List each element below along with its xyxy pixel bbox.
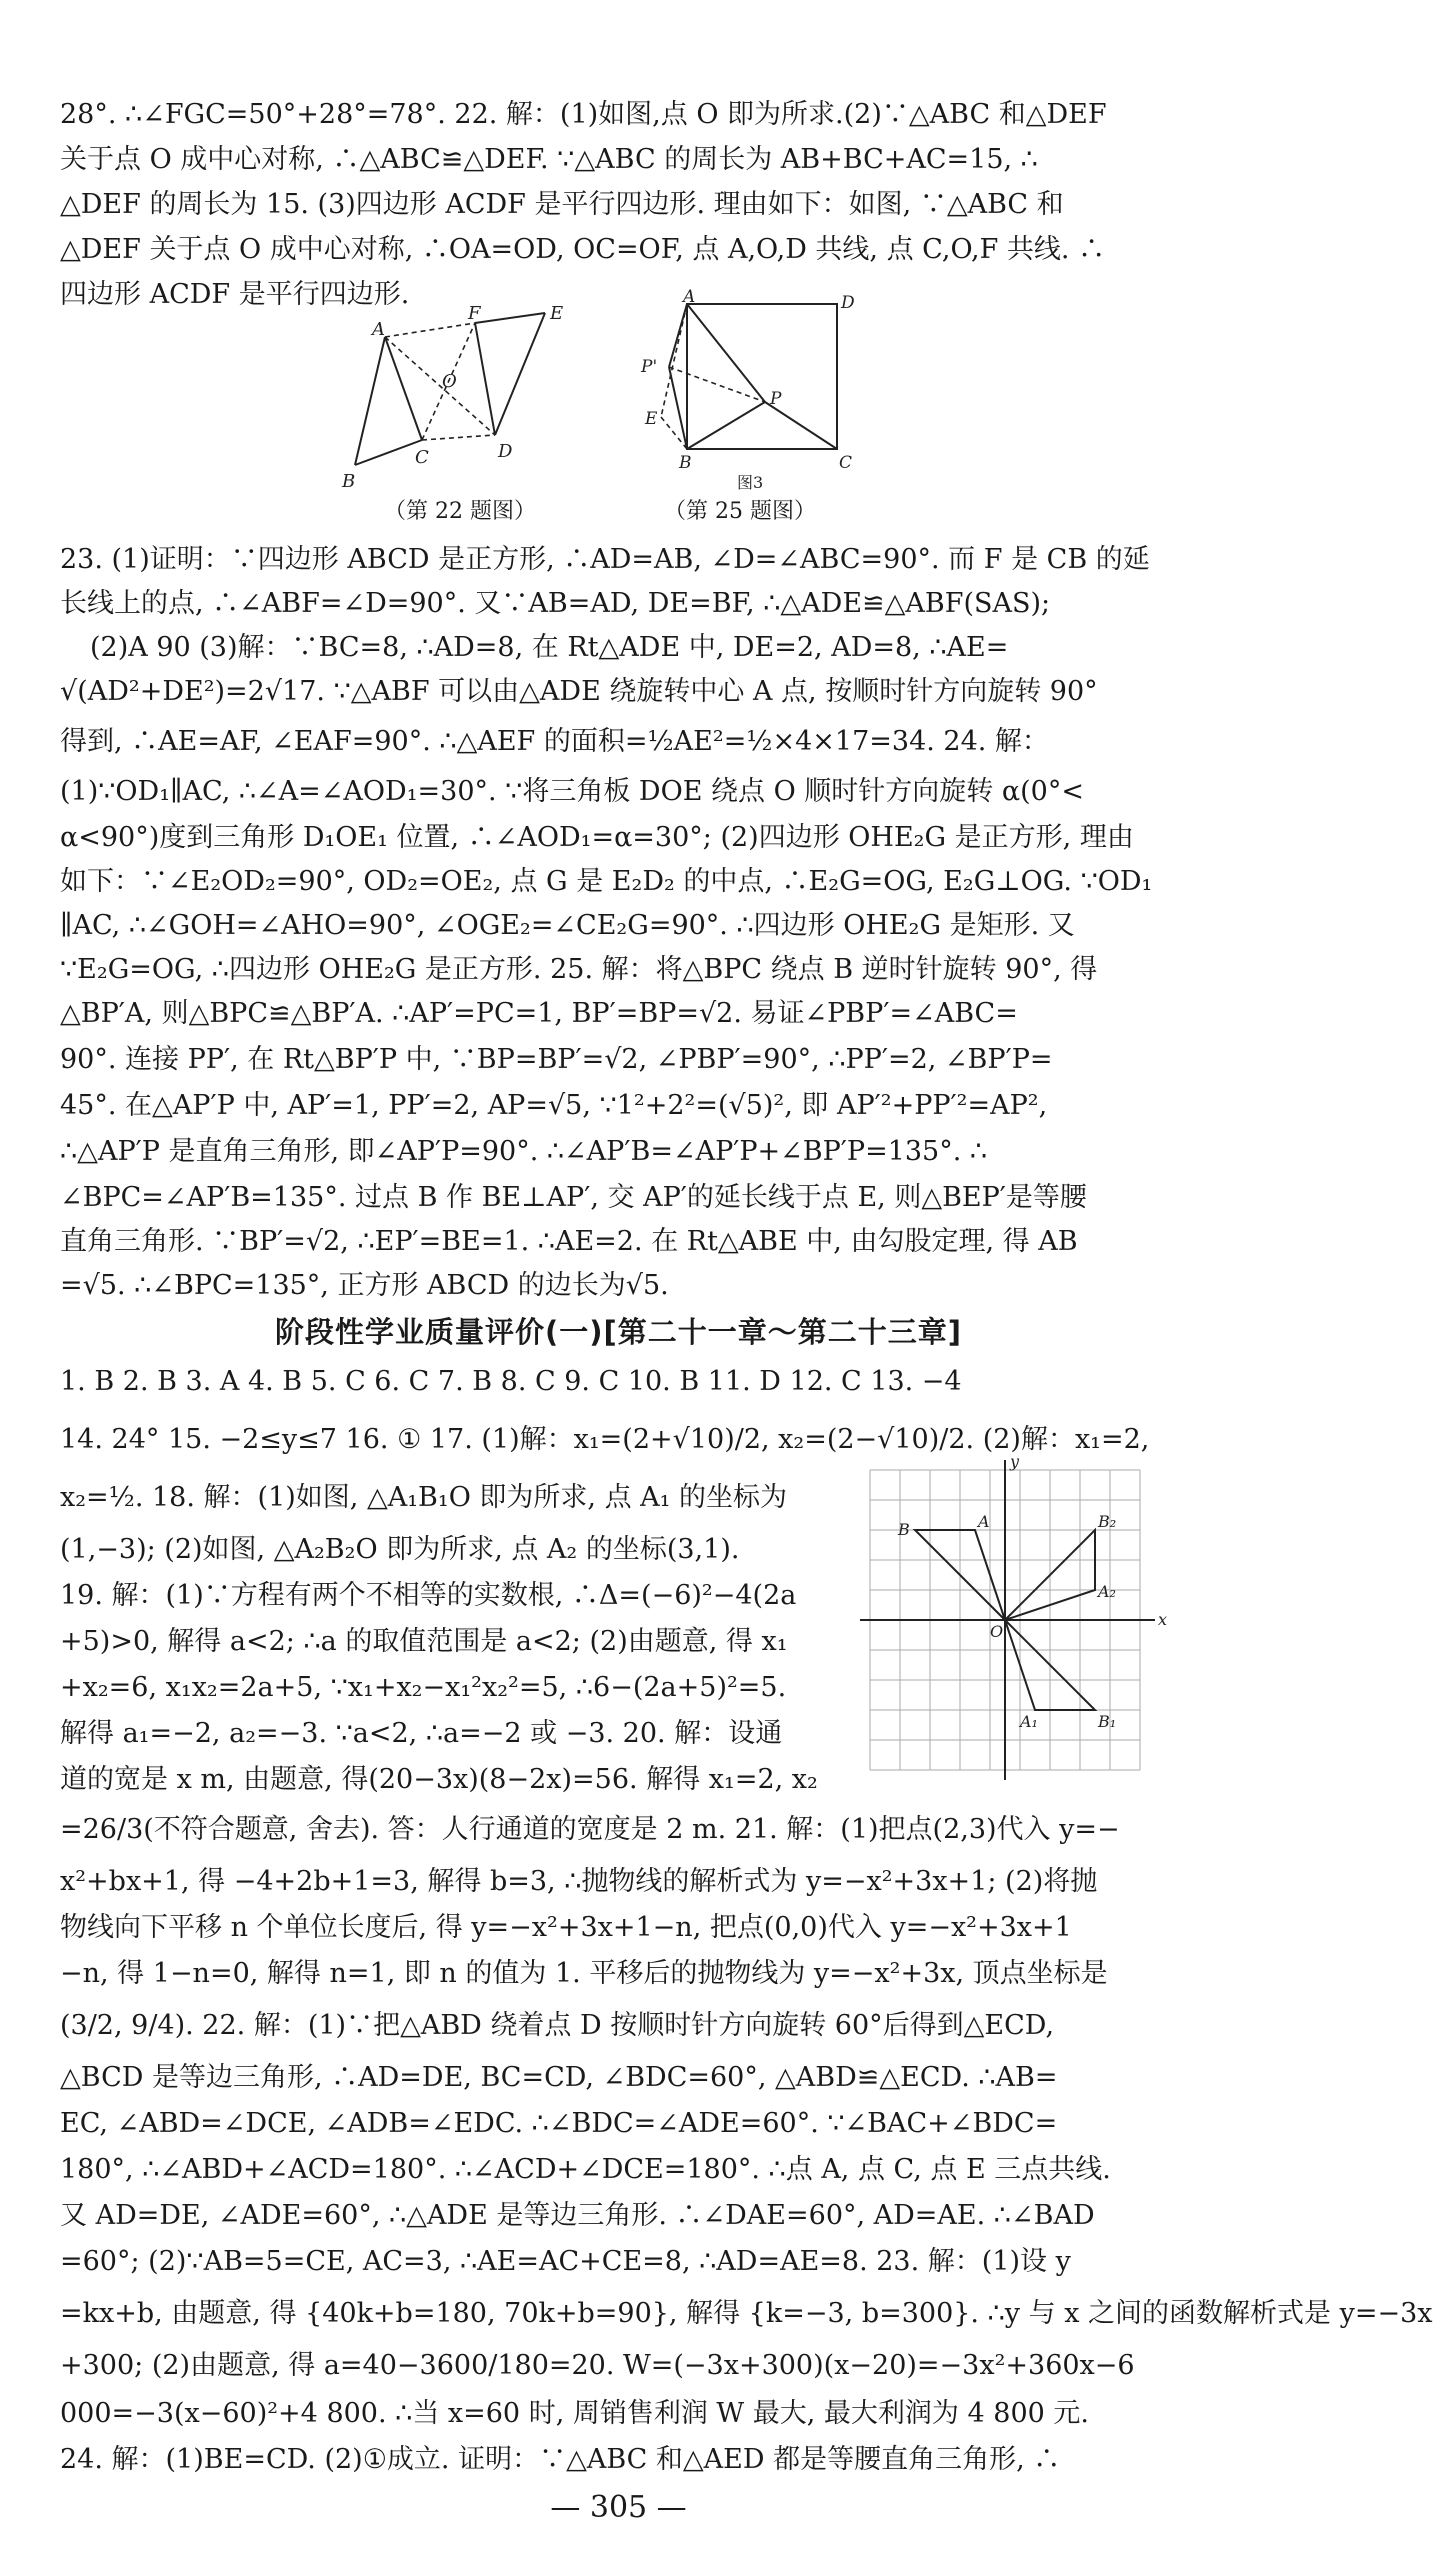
figure-25-diagram	[625, 287, 865, 492]
point-label: O	[990, 1622, 1004, 1641]
point-label: O	[442, 371, 457, 392]
text-line: △BCD 是等边三角形, ∴AD=DE, BC=CD, ∠BDC=60°, △ABD≌△ECD. ∴AB=	[60, 2062, 1058, 2093]
point-label: A	[372, 319, 385, 340]
point-label: B₂	[1098, 1512, 1117, 1531]
text-line: 000=−3(x−60)²+4 800. ∴当 x=60 时, 周销售利润 W 最大, 最大利润为 4 800 元.	[60, 2398, 1089, 2429]
text-line: EC, ∠ABD=∠DCE, ∠ADB=∠EDC. ∴∠BDC=∠ADE=60°. ∵∠BAC+∠BDC=	[60, 2108, 1058, 2139]
text-line: 直角三角形. ∵BP′=√2, ∴EP′=BE=1. ∴AE=2. 在 Rt△ABE 中, 由勾股定理, 得 AB	[60, 1226, 1078, 1257]
point-label: B	[679, 453, 692, 473]
text-line: 19. 解：(1)∵方程有两个不相等的实数根, ∴Δ=(−6)²−4(2a	[60, 1580, 797, 1611]
text-line: (2)A 90 (3)解：∵BC=8, ∴AD=8, 在 Rt△ADE 中, DE=2, AD=8, ∴AE=	[90, 632, 1009, 663]
text-line: △DEF 的周长为 15. (3)四边形 ACDF 是平行四边形. 理由如下：如图, ∵△ABC 和	[60, 189, 1064, 220]
text-line: (1,−3); (2)如图, △A₂B₂O 即为所求, 点 A₂ 的坐标(3,1).	[60, 1534, 740, 1565]
text-line: △BP′A, 则△BPC≌△BP′A. ∴AP′=PC=1, BP′=BP=√2. 易证∠PBP′=∠ABC=	[60, 998, 1018, 1029]
text-line: +300; (2)由题意, 得 a=40−3600/180=20. W=(−3x+300)(x−20)=−3x²+360x−6	[60, 2350, 1135, 2381]
text-line: 解得 a₁=−2, a₂=−3. ∵a<2, ∴a=−2 或 −3. 20. 解：设通	[60, 1718, 783, 1749]
point-label: P'	[641, 357, 658, 377]
point-label: A₂	[1098, 1582, 1116, 1601]
text-line: 90°. 连接 PP′, 在 Rt△BP′P 中, ∵BP=BP′=√2, ∠PBP′=90°, ∴PP′=2, ∠BP′P=	[60, 1044, 1053, 1075]
text-line: 24. 解：(1)BE=CD. (2)①成立. 证明：∵△ABC 和△AED 都是等腰直角三角形, ∴	[60, 2444, 1061, 2475]
point-label: C	[415, 447, 429, 468]
axis-label: y	[1010, 1452, 1020, 1471]
figure-3-label: 图3	[737, 473, 764, 492]
text-line: =√5. ∴∠BPC=135°, 正方形 ABCD 的边长为√5.	[60, 1270, 669, 1301]
text-line: 道的宽是 x m, 由题意, 得(20−3x)(8−2x)=56. 解得 x₁=2, x₂	[60, 1764, 818, 1795]
text-line: ∥AC, ∴∠GOH=∠AHO=90°, ∠OGE₂=∠CE₂G=90°. ∴四边形 OHE₂G 是矩形. 又	[60, 910, 1075, 941]
text-line: α<90°)度到三角形 D₁OE₁ 位置, ∴∠AOD₁=α=30°; (2)四边形 OHE₂G 是正方形, 理由	[60, 822, 1134, 853]
text-line: =60°; (2)∵AB=5=CE, AC=3, ∴AE=AC+CE=8, ∴AD=AE=8. 23. 解：(1)设 y	[60, 2246, 1071, 2277]
text-line: 180°, ∴∠ABD+∠ACD=180°. ∴∠ACD+∠DCE=180°. ∴点 A, 点 C, 点 E 三点共线.	[60, 2154, 1111, 2185]
text-line: −n, 得 1−n=0, 解得 n=1, 即 n 的值为 1. 平移后的抛物线为 y=−x²+3x, 顶点坐标是	[60, 1958, 1108, 1989]
point-label: A₁	[1020, 1712, 1038, 1731]
text-line: 物线向下平移 n 个单位长度后, 得 y=−x²+3x+1−n, 把点(0,0)代入 y=−x²+3x+1	[60, 1912, 1072, 1943]
text-line: ∴△AP′P 是直角三角形, 即∠AP′P=90°. ∴∠AP′B=∠AP′P+∠BP′P=135°. ∴	[60, 1136, 988, 1167]
text-line: 28°. ∴∠FGC=50°+28°=78°. 22. 解：(1)如图,点 O 即为所求.(2)∵△ABC 和△DEF	[60, 99, 1107, 130]
point-label: P	[770, 389, 782, 409]
text-line: 关于点 O 成中心对称, ∴△ABC≌△DEF. ∵△ABC 的周长为 AB+BC+AC=15, ∴	[60, 144, 1038, 175]
text-line: √(AD²+DE²)=2√17. ∵△ABF 可以由△ADE 绕旋转中心 A 点, 按顺时针方向旋转 90°	[60, 676, 1098, 707]
text-line: 又 AD=DE, ∠ADE=60°, ∴△ADE 是等边三角形. ∴∠DAE=60°, AD=AE. ∴∠BAD	[60, 2200, 1095, 2231]
point-label: B	[342, 471, 356, 492]
text-line: =kx+b, 由题意, 得 {40k+b=180, 70k+b=90}, 解得 {k=−3, b=300}. ∴y 与 x 之间的函数解析式是 y=−3x	[60, 2298, 1433, 2329]
text-line: +5)>0, 解得 a<2; ∴a 的取值范围是 a<2; (2)由题意, 得 x₁	[60, 1626, 788, 1657]
text-line: 23. (1)证明：∵四边形 ABCD 是正方形, ∴AD=AB, ∠D=∠ABC=90°. 而 F 是 CB 的延	[60, 544, 1150, 575]
coordinate-grid-figure	[850, 1452, 1180, 1785]
figure-22-caption: （第 22 题图）	[384, 499, 536, 524]
text-line: 长线上的点, ∴∠ABF=∠D=90°. 又∵AB=AD, DE=BF, ∴△ADE≌△ABF(SAS);	[60, 588, 1051, 619]
section-title: 阶段性学业质量评价(一)[第二十一章～第二十三章]	[274, 1315, 963, 1349]
axis-label: x	[1158, 1610, 1168, 1629]
text-line: ∠BPC=∠AP′B=135°. 过点 B 作 BE⊥AP′, 交 AP′的延长线于点 E, 则△BEP′是等腰	[60, 1182, 1087, 1213]
page-number: — 305 —	[550, 2490, 687, 2525]
point-label: E	[550, 303, 564, 324]
text-line: x²+bx+1, 得 −4+2b+1=3, 解得 b=3, ∴抛物线的解析式为 y=−x²+3x+1; (2)将抛	[60, 1866, 1098, 1897]
text-line: 45°. 在△AP′P 中, AP′=1, PP′=2, AP=√5, ∵1²+2²=(√5)², 即 AP′²+PP′²=AP²,	[60, 1090, 1048, 1121]
figure-25-caption: （第 25 题图）	[664, 499, 816, 524]
point-label: B	[898, 1520, 910, 1539]
figure-22-diagram	[330, 305, 590, 495]
point-label: A	[978, 1512, 990, 1531]
text-line: △DEF 关于点 O 成中心对称, ∴OA=OD, OC=OF, 点 A,O,D 共线, 点 C,O,F 共线. ∴	[60, 234, 1106, 265]
text-line: (1)∵OD₁∥AC, ∴∠A=∠AOD₁=30°. ∵将三角板 DOE 绕点 O 顺时针方向旋转 α(0°<	[60, 776, 1084, 807]
text-line: x₂=½. 18. 解：(1)如图, △A₁B₁O 即为所求, 点 A₁ 的坐标为	[60, 1482, 788, 1513]
point-label: D	[498, 441, 513, 462]
text-line: 1. B 2. B 3. A 4. B 5. C 6. C 7. B 8. C 9. C 10. B 11. D 12. C 13. −4	[60, 1366, 962, 1397]
point-label: A	[683, 287, 696, 307]
point-label: D	[841, 293, 855, 313]
text-line: +x₂=6, x₁x₂=2a+5, ∵x₁+x₂−x₁²x₂²=5, ∴6−(2a+5)²=5.	[60, 1672, 787, 1703]
text-line: 四边形 ACDF 是平行四边形.	[60, 279, 410, 310]
text-line: (3/2, 9/4). 22. 解：(1)∵把△ABD 绕着点 D 按顺时针方向旋转 60°后得到△ECD,	[60, 2010, 1055, 2041]
point-label: B₁	[1098, 1712, 1117, 1731]
point-label: C	[839, 453, 853, 473]
text-line: 如下：∵∠E₂OD₂=90°, OD₂=OE₂, 点 G 是 E₂D₂ 的中点, ∴E₂G=OG, E₂G⊥OG. ∵OD₁	[60, 866, 1153, 897]
text-line: 14. 24° 15. −2≤y≤7 16. ① 17. (1)解：x₁=(2+√10)/2, x₂=(2−√10)/2. (2)解：x₁=2,	[60, 1424, 1150, 1455]
text-line: =26/3(不符合题意, 舍去). 答：人行通道的宽度是 2 m. 21. 解：(1)把点(2,3)代入 y=−	[60, 1814, 1120, 1845]
point-label: E	[645, 409, 658, 429]
point-label: F	[468, 303, 481, 324]
text-line: 得到, ∴AE=AF, ∠EAF=90°. ∴△AEF 的面积=½AE²=½×4×17=34. 24. 解：	[60, 726, 1049, 757]
text-line: ∵E₂G=OG, ∴四边形 OHE₂G 是正方形. 25. 解：将△BPC 绕点 B 逆时针旋转 90°, 得	[60, 954, 1098, 985]
